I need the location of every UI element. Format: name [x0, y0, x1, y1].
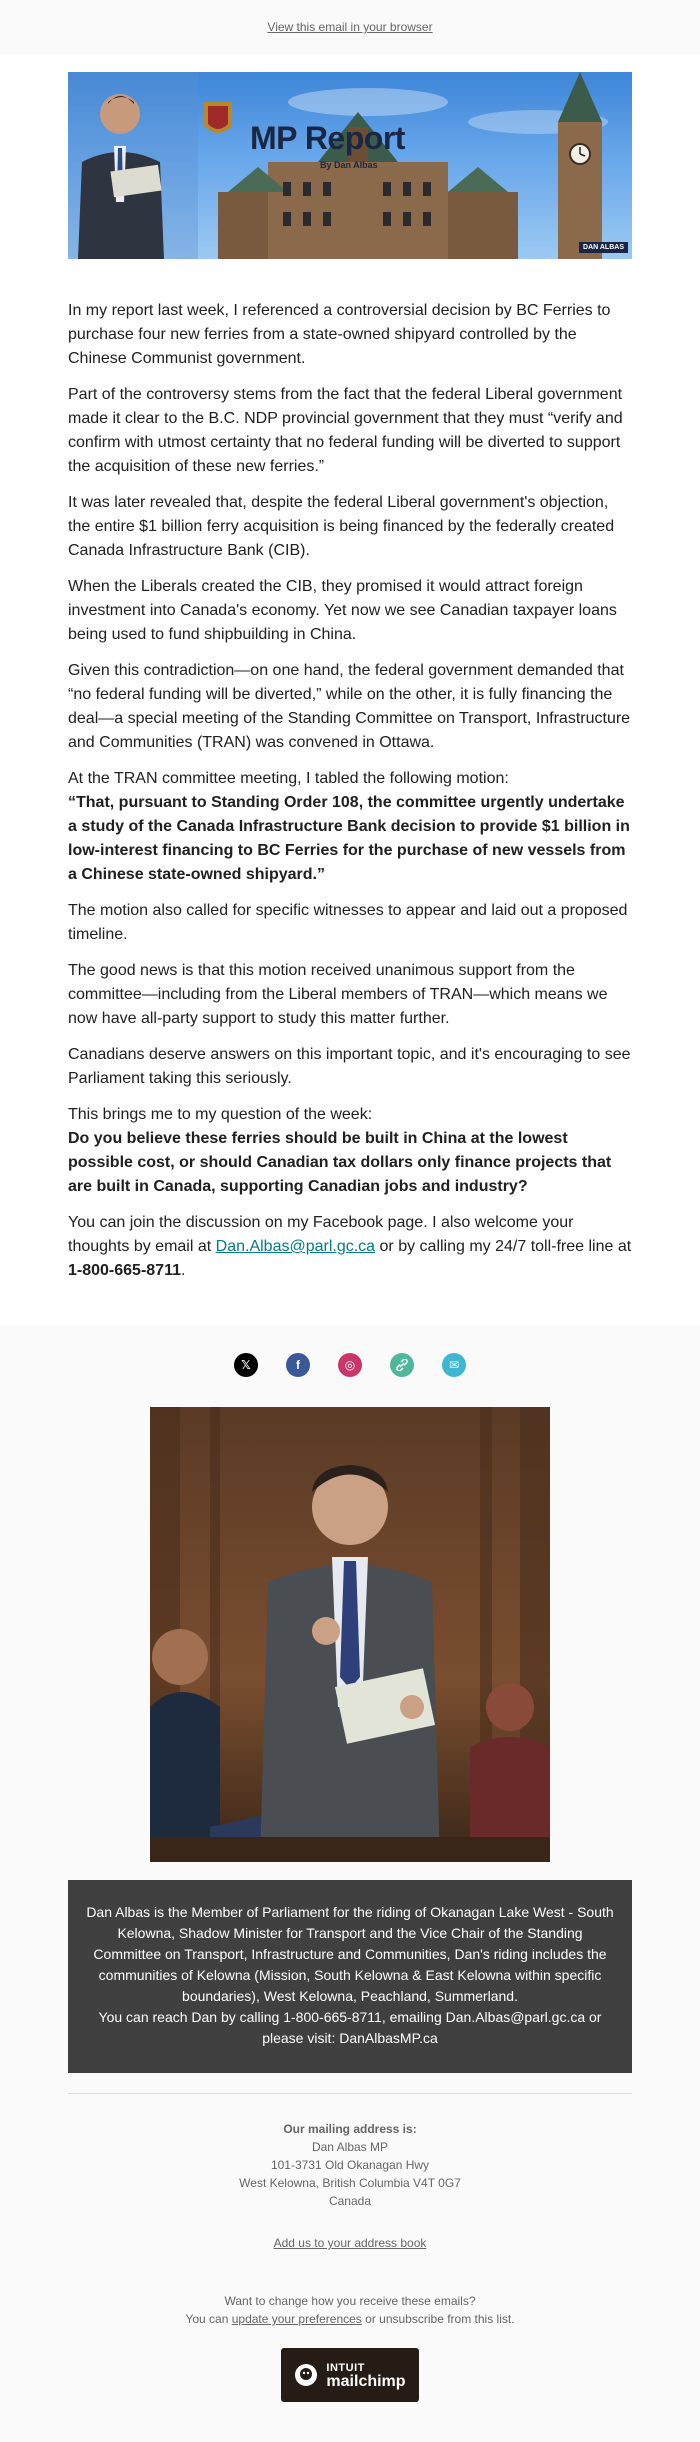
- paragraph: In my report last week, I referenced a controversial decision by BC Ferries to purchase four new ferries from a state-owned shipyard controlled by the Chinese Communist government.: [68, 302, 611, 367]
- address-country: Canada: [328, 2194, 372, 2208]
- question-text: Do you believe these ferries should be built in China at the lowest possible cost, or should Canadian tax dollars only finance projects that are built in Canada, supporting Canadian jobs and industry?: [68, 1130, 612, 1195]
- email-icon[interactable]: ✉: [442, 1353, 466, 1377]
- x-icon[interactable]: 𝕏: [234, 1353, 258, 1377]
- closing-text: You can join the discussion on my Facebook page. I also welcome your thoughts by email at: [68, 1214, 574, 1255]
- mailchimp-logo-icon: [294, 2363, 318, 2387]
- paragraph: Given this contradiction—on one hand, the federal government demanded that “no federal funding will be diverted,” while on the other, it is fully financing the deal—a special meeting of the Standing Committee on Transport, Infrastructure and Communities (TRAN) was convened in Ottawa.: [68, 662, 631, 751]
- footer-divider: [68, 2093, 632, 2094]
- report-body: [68, 299, 632, 1283]
- email-main: [0, 54, 700, 1325]
- mailchimp-wordmark: [326, 2361, 405, 2389]
- email-footer: [0, 1325, 700, 2442]
- paragraph: The motion also called for specific witnesses to appear and laid out a proposed timeline.: [68, 902, 628, 943]
- banner-subtitle: By Dan Albas: [320, 160, 378, 170]
- mp-report-banner: [68, 72, 632, 259]
- banner-title: MP Report: [250, 120, 405, 156]
- prefs-text: You can: [185, 2312, 232, 2326]
- mailchimp-name: mailchimp: [326, 2373, 406, 2390]
- motion-intro: At the TRAN committee meeting, I tabled the following motion:: [68, 770, 509, 787]
- mailing-address: [0, 2120, 700, 2252]
- mailchimp-intuit: INTUIT: [326, 2362, 365, 2374]
- email-link[interactable]: Dan.Albas@parl.gc.ca: [215, 1238, 376, 1255]
- question-intro: This brings me to my question of the week:: [68, 1106, 373, 1123]
- contact-text: You can reach Dan by calling 1-800-665-8711, emailing Dan.Albas@parl.gc.ca or please visit: DanAlbasMP.ca: [98, 2009, 602, 2046]
- closing-text: or by calling my 24/7 toll-free line at: [375, 1238, 632, 1255]
- paragraph: It was later revealed that, despite the federal Liberal government's objection, the entire $1 billion ferry acquisition is being financed by the federally created Canada Infrastructure Bank (CIB).: [68, 494, 615, 559]
- paragraph: When the Liberals created the CIB, they promised it would attract foreign investment into Canada's economy. Yet now we see Canadian taxpayer loans being used to fund shipbuilding in China.: [68, 578, 617, 643]
- address-street: 101-3731 Old Okanagan Hwy: [270, 2158, 430, 2172]
- paragraph: Canadians deserve answers on this important topic, and it's encouraging to see Parliament taking this seriously.: [68, 1046, 631, 1087]
- dan-albas-photo: [150, 1407, 550, 1862]
- view-in-browser-link[interactable]: View this email in your browser: [267, 20, 433, 34]
- instagram-icon[interactable]: ◎: [338, 1353, 362, 1377]
- closing-paragraph: [68, 1211, 632, 1283]
- question-paragraph: [68, 1103, 632, 1199]
- preheader: [0, 0, 700, 54]
- paragraph: The good news is that this motion received unanimous support from the committee—including from the Liberal members of TRAN—which means we now have all-party support to study this matter further.: [68, 962, 608, 1027]
- prefs-text: or: [361, 2312, 380, 2326]
- motion-paragraph: [68, 767, 632, 887]
- add-to-address-book-link[interactable]: Add us to your address book: [273, 2236, 427, 2250]
- bio-text: Dan Albas is the Member of Parliament for the riding of Okanagan Lake West - South Kelowna, Shadow Minister for Transport and the Vice Chair of the Standing Committee on Transport, Infrastructure and Communities, Dan's riding includes the communities of Kelowna (Mission, South Kelowna & East Kelowna within specific boundaries), West Kelowna, Peachland, Summerland.: [86, 1904, 614, 2004]
- banner-badge: DAN ALBAS: [579, 242, 628, 253]
- prefs-question: Want to change how you receive these emails?: [224, 2294, 476, 2308]
- social-links: [0, 1353, 700, 1377]
- mailchimp-badge[interactable]: [281, 2348, 419, 2402]
- phone-number: 1-800-665-8711: [68, 1262, 181, 1279]
- unsubscribe-link[interactable]: unsubscribe from this list: [379, 2312, 512, 2326]
- update-preferences-link[interactable]: update your preferences: [231, 2312, 362, 2326]
- address-name: Dan Albas MP: [311, 2140, 389, 2154]
- prefs-line: [0, 2310, 700, 2328]
- bio-box: [68, 1880, 632, 2073]
- website-link-icon[interactable]: [390, 1353, 414, 1377]
- address-label: Our mailing address is:: [283, 2122, 417, 2136]
- prefs-text: .: [511, 2312, 515, 2326]
- paragraph: Part of the controversy stems from the fact that the federal Liberal government made it clear to the B.C. NDP provincial government that they must “verify and confirm with utmost certainty that no federal funding will be diverted to support the acquisition of these new ferries.”: [68, 386, 623, 475]
- motion-text: “That, pursuant to Standing Order 108, the committee urgently undertake a study of the Canada Infrastructure Bank decision to provide $1 billion in low-interest financing to BC Ferries for the purchase of new vessels from a Chinese state-owned shipyard.”: [68, 794, 630, 883]
- closing-text: .: [180, 1262, 186, 1279]
- email-preferences: [0, 2292, 700, 2328]
- facebook-icon[interactable]: f: [286, 1353, 310, 1377]
- address-city: West Kelowna, British Columbia V4T 0G7: [239, 2176, 461, 2190]
